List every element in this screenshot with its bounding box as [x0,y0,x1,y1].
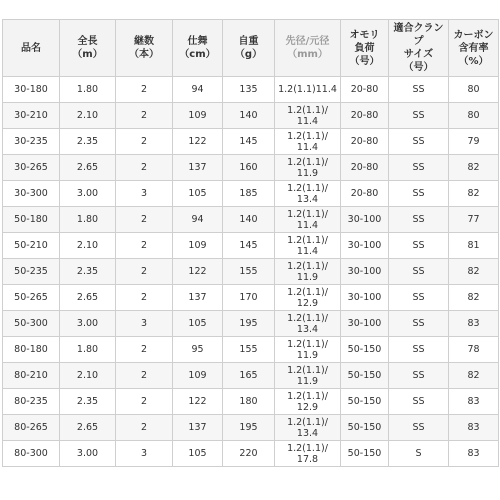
cell-sections: 2 [116,155,173,181]
cell-sections: 3 [116,441,173,467]
header-closed-length [173,20,223,77]
cell-text-line: 1.2(1.1)/ [287,104,328,116]
cell-tip-butt-diameter [275,181,341,207]
cell-sections: 2 [116,337,173,363]
cell-tip-butt-diameter [275,103,341,129]
cell-weight: 185 [223,181,275,207]
cell-product-name: 50-265 [3,285,60,311]
cell-tip-butt-diameter [275,129,341,155]
header-text-line: サイズ [403,49,434,60]
cell-carbon-content: 82 [449,181,499,207]
cell-closed-length: 122 [173,129,223,155]
cell-weight: 140 [223,103,275,129]
cell-weight: 160 [223,155,275,181]
cell-carbon-content: 81 [449,233,499,259]
cell-closed-length: 137 [173,155,223,181]
cell-weight: 155 [223,259,275,285]
header-carbon-content [449,20,499,77]
cell-sinker-load: 50-150 [341,441,389,467]
table-row [3,77,499,103]
cell-product-name: 80-235 [3,389,60,415]
cell-text-line: 1.2(1.1)/ [287,286,328,298]
cell-text-line: 11.4 [296,115,319,127]
cell-product-name: 30-265 [3,155,60,181]
cell-text-line: 1.2(1.1)/ [287,364,328,376]
cell-total-length: 2.65 [60,415,116,441]
cell-sinker-load: 20-80 [341,155,389,181]
cell-clamp-size: SS [389,233,449,259]
cell-closed-length: 105 [173,441,223,467]
cell-text-line: 1.2(1.1)/ [287,182,328,194]
table-row [3,129,499,155]
cell-clamp-size: SS [389,129,449,155]
header-text-line: 先径/元径 [285,36,330,47]
header-text-line: 負荷 [354,42,375,54]
cell-tip-butt-diameter: 1.2(1.1)11.4 [275,77,341,103]
header-text-line: 継数 [134,36,154,47]
spec-table [2,19,499,467]
cell-total-length: 2.35 [60,389,116,415]
cell-tip-butt-diameter [275,285,341,311]
cell-text-line: 11.9 [296,375,319,387]
header-text-line: （g） [234,49,263,60]
header-text-line: （%） [458,55,489,67]
cell-closed-length: 109 [173,363,223,389]
cell-tip-butt-diameter [275,233,341,259]
table-row [3,103,499,129]
cell-closed-length: 122 [173,259,223,285]
cell-text-line: 1.2(1.1)/ [287,260,328,272]
cell-clamp-size: SS [389,311,449,337]
cell-total-length: 3.00 [60,311,116,337]
table-row [3,233,499,259]
cell-tip-butt-diameter [275,259,341,285]
cell-sinker-load: 30-100 [341,285,389,311]
cell-closed-length: 137 [173,285,223,311]
cell-product-name: 50-210 [3,233,60,259]
header-text-line: （号） [403,62,434,73]
cell-closed-length: 105 [173,181,223,207]
cell-weight: 220 [223,441,275,467]
table-row [3,285,499,311]
cell-clamp-size: SS [389,285,449,311]
cell-sections: 2 [116,259,173,285]
cell-total-length: 1.80 [60,207,116,233]
header-text-line: 全長 [77,36,98,47]
table-row [3,207,499,233]
cell-clamp-size: SS [389,259,449,285]
cell-sections: 2 [116,77,173,103]
cell-sinker-load: 30-100 [341,207,389,233]
header-text-line: 仕舞 [187,36,208,47]
cell-sinker-load: 20-80 [341,103,389,129]
cell-carbon-content: 83 [449,441,499,467]
cell-carbon-content: 78 [449,337,499,363]
cell-sinker-load: 50-150 [341,337,389,363]
cell-text-line: 1.2(1.1)/ [287,156,328,168]
header-text-line: カーボン [453,29,494,41]
cell-total-length: 1.80 [60,337,116,363]
cell-text-line: 12.9 [296,297,319,309]
table-row [3,259,499,285]
cell-product-name: 30-300 [3,181,60,207]
cell-weight: 135 [223,77,275,103]
cell-tip-butt-diameter [275,441,341,467]
cell-sections: 2 [116,285,173,311]
cell-carbon-content: 82 [449,363,499,389]
cell-carbon-content: 79 [449,129,499,155]
cell-sinker-load: 50-150 [341,389,389,415]
cell-text-line: 1.2(1.1)/ [287,416,328,428]
cell-weight: 145 [223,129,275,155]
cell-clamp-size: SS [389,207,449,233]
cell-sections: 2 [116,363,173,389]
table-row [3,441,499,467]
cell-weight: 180 [223,389,275,415]
cell-sections: 2 [116,233,173,259]
cell-total-length: 3.00 [60,441,116,467]
cell-weight: 145 [223,233,275,259]
cell-total-length: 2.35 [60,129,116,155]
cell-text-line: 1.2(1.1)/ [287,312,328,324]
cell-clamp-size: SS [389,155,449,181]
cell-clamp-size: SS [389,77,449,103]
cell-carbon-content: 82 [449,259,499,285]
table-row [3,389,499,415]
cell-tip-butt-diameter [275,311,341,337]
table-body [3,77,499,467]
cell-text-line: 13.4 [296,427,319,439]
cell-closed-length: 109 [173,233,223,259]
cell-product-name: 50-180 [3,207,60,233]
cell-total-length: 2.35 [60,259,116,285]
cell-sinker-load: 50-150 [341,415,389,441]
cell-text-line: 1.2(1.1)/ [287,390,328,402]
cell-sinker-load: 50-150 [341,363,389,389]
cell-tip-butt-diameter [275,207,341,233]
table-header [3,20,499,77]
cell-total-length: 2.65 [60,285,116,311]
header-sinker-load [341,20,389,77]
cell-product-name: 30-180 [3,77,60,103]
cell-sinker-load: 30-100 [341,233,389,259]
cell-total-length: 2.65 [60,155,116,181]
cell-text-line: 1.2(1.1)/ [287,234,328,246]
cell-closed-length: 122 [173,389,223,415]
cell-carbon-content: 83 [449,311,499,337]
cell-sections: 2 [116,207,173,233]
cell-tip-butt-diameter [275,155,341,181]
cell-text-line: 1.2(1.1)/ [287,442,328,454]
cell-sections: 2 [116,389,173,415]
cell-product-name: 30-235 [3,129,60,155]
header-total-length [60,20,116,77]
cell-text-line: 1.2(1.1)/ [287,338,328,350]
cell-clamp-size: SS [389,181,449,207]
cell-total-length: 2.10 [60,103,116,129]
cell-product-name: 50-235 [3,259,60,285]
cell-weight: 195 [223,415,275,441]
cell-clamp-size: SS [389,363,449,389]
cell-carbon-content: 80 [449,103,499,129]
header-text-line: 自重 [238,36,259,47]
cell-carbon-content: 82 [449,155,499,181]
header-sections [116,20,173,77]
cell-clamp-size: SS [389,389,449,415]
cell-text-line: 11.9 [296,167,319,179]
cell-clamp-size: SS [389,337,449,363]
header-text-line: （号） [349,55,380,67]
cell-weight: 155 [223,337,275,363]
cell-text-line: 13.4 [296,193,319,205]
header-text-line: 含有率 [458,42,489,54]
cell-clamp-size: S [389,441,449,467]
cell-weight: 170 [223,285,275,311]
cell-carbon-content: 82 [449,285,499,311]
cell-sinker-load: 20-80 [341,77,389,103]
cell-closed-length: 105 [173,311,223,337]
header-product-name [3,20,60,77]
cell-closed-length: 95 [173,337,223,363]
cell-text-line: 11.9 [296,271,319,283]
cell-sections: 3 [116,311,173,337]
cell-closed-length: 137 [173,415,223,441]
cell-carbon-content: 83 [449,415,499,441]
header-text-line: 品名 [21,42,41,54]
header-text-line: 適合クランプ [393,23,444,47]
cell-product-name: 80-300 [3,441,60,467]
table-row [3,363,499,389]
table-row [3,337,499,363]
cell-weight: 195 [223,311,275,337]
cell-weight: 140 [223,207,275,233]
cell-product-name: 30-210 [3,103,60,129]
cell-text-line: 13.4 [296,323,319,335]
cell-product-name: 50-300 [3,311,60,337]
table-row [3,415,499,441]
cell-text-line: 11.4 [296,245,319,257]
header-weight [223,20,275,77]
cell-sinker-load: 30-100 [341,311,389,337]
cell-carbon-content: 83 [449,389,499,415]
header-text-line: （本） [129,49,159,60]
cell-text-line: 17.8 [296,453,319,465]
cell-sections: 3 [116,181,173,207]
header-text-line: オモリ [349,29,380,41]
header-clamp-size [389,20,449,77]
cell-product-name: 80-265 [3,415,60,441]
cell-text-line: 1.2(1.1)/ [287,130,328,142]
cell-tip-butt-diameter [275,337,341,363]
cell-carbon-content: 77 [449,207,499,233]
cell-closed-length: 109 [173,103,223,129]
cell-total-length: 2.10 [60,233,116,259]
header-tip-butt-diameter [275,20,341,77]
cell-sections: 2 [116,129,173,155]
cell-clamp-size: SS [389,103,449,129]
cell-closed-length: 94 [173,77,223,103]
cell-carbon-content: 80 [449,77,499,103]
cell-text-line: 11.4 [296,141,319,153]
cell-sinker-load: 30-100 [341,259,389,285]
cell-product-name: 80-180 [3,337,60,363]
cell-total-length: 3.00 [60,181,116,207]
cell-tip-butt-diameter [275,415,341,441]
cell-sinker-load: 20-80 [341,181,389,207]
cell-tip-butt-diameter [275,363,341,389]
cell-product-name: 80-210 [3,363,60,389]
header-row [3,20,499,77]
table-row [3,155,499,181]
table-row [3,311,499,337]
cell-sections: 2 [116,415,173,441]
cell-text-line: 1.2(1.1)/ [287,208,328,220]
cell-closed-length: 94 [173,207,223,233]
header-text-line: （m） [72,49,103,60]
cell-sinker-load: 20-80 [341,129,389,155]
cell-total-length: 1.80 [60,77,116,103]
cell-sections: 2 [116,103,173,129]
cell-text-line: 11.9 [296,349,319,361]
cell-tip-butt-diameter [275,389,341,415]
header-text-line: （cm） [179,49,216,60]
cell-weight: 165 [223,363,275,389]
cell-clamp-size: SS [389,415,449,441]
cell-text-line: 12.9 [296,401,319,413]
header-text-line: （mm） [287,49,328,60]
cell-text-line: 11.4 [296,219,319,231]
table-row [3,181,499,207]
cell-total-length: 2.10 [60,363,116,389]
